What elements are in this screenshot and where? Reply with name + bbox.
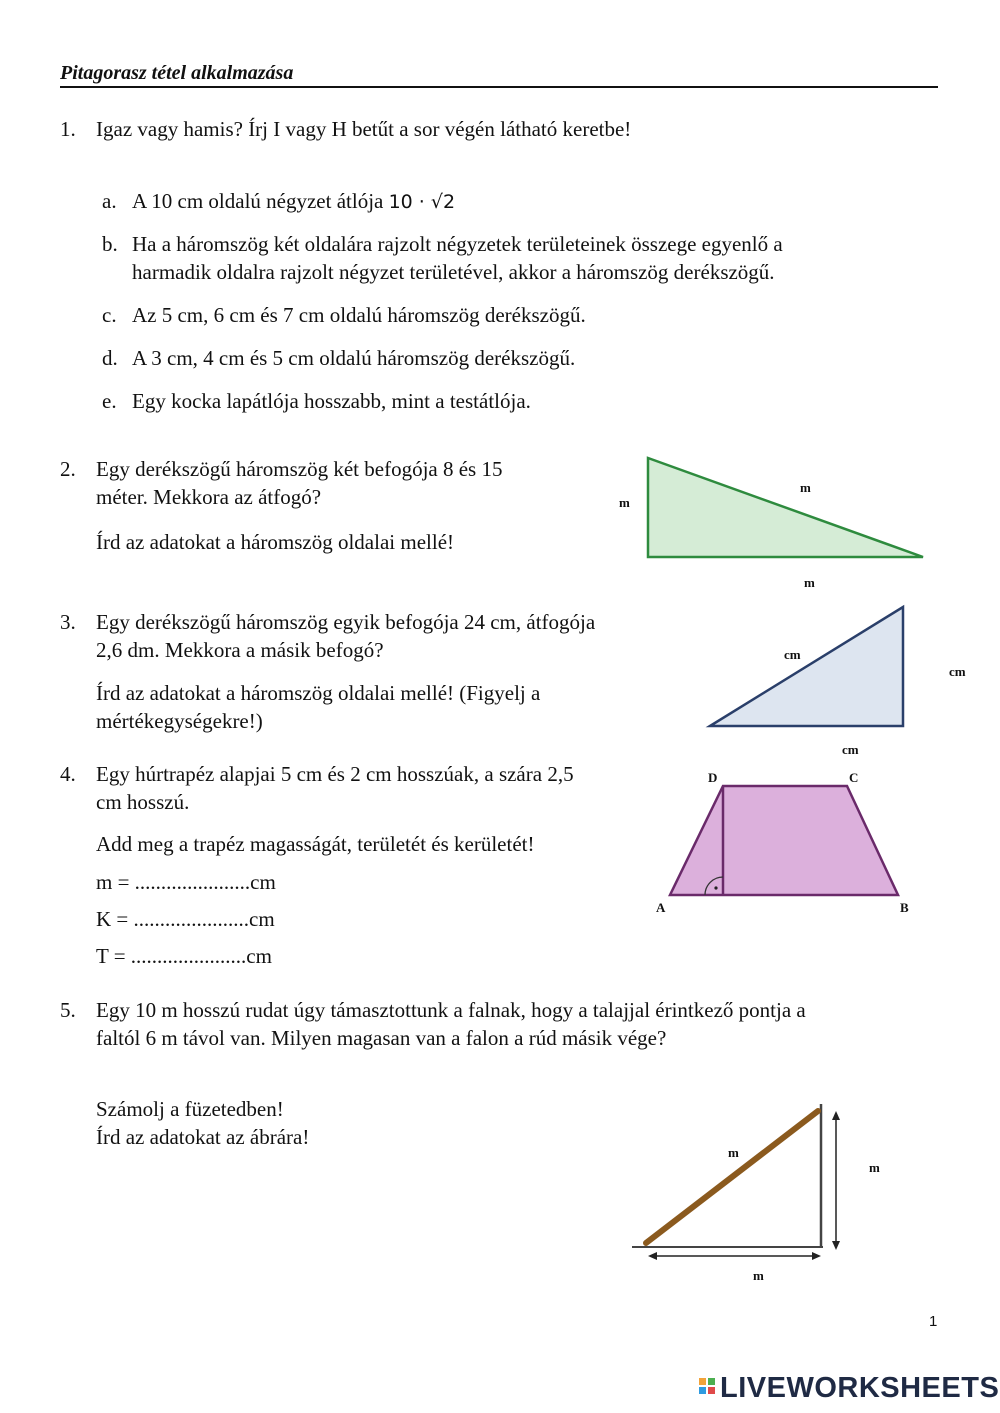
q5-label-height: m (869, 1160, 880, 1175)
worksheet-title: Pitagorasz tétel alkalmazása (60, 60, 938, 88)
q5-ground-arrow-left (648, 1252, 657, 1260)
q4-label-b: B (900, 900, 909, 915)
q3-line3: Írd az adatokat a háromszög oldalai mellé! (Figyelj a (96, 681, 541, 705)
q4-line1: Egy húrtrapéz alapjai 5 cm és 2 cm hosszúak, a szára 2,5 (96, 762, 574, 786)
q5-line1: Egy 10 m hosszú rudat úgy támasztottunk a falnak, hogy a talajjal érintkező pontja a (96, 998, 806, 1022)
q5-label-ground: m (753, 1268, 764, 1283)
q4-line2: cm hosszú. (96, 790, 190, 814)
q2-label-left: m (619, 495, 630, 510)
q3-line4: mértékegységekre!) (96, 709, 263, 733)
q4-label-a: A (656, 900, 666, 915)
q1-e-letter: e. (102, 389, 117, 413)
q5-number: 5. (60, 998, 76, 1022)
q2-label-hyp: m (800, 480, 811, 495)
q5-rod (646, 1111, 818, 1243)
q1-a-math: 10 · √2 (388, 191, 456, 213)
q5-ground-arrow-right (812, 1252, 821, 1260)
q1-d-text: A 3 cm, 4 cm és 5 cm oldalú háromszög derékszögű. (132, 346, 576, 370)
q3-line2: 2,6 dm. Mekkora a másik befogó? (96, 638, 384, 662)
q4-label-d: D (708, 770, 718, 785)
q1-number: 1. (60, 117, 76, 141)
q5-height-arrow-bottom (832, 1241, 840, 1250)
q4-label-c: C (849, 770, 859, 785)
q1-d-letter: d. (102, 346, 118, 370)
q4-answer-m[interactable]: m = ......................cm (96, 870, 276, 894)
q1-e-text: Egy kocka lapátlója hosszabb, mint a testátlója. (132, 389, 531, 413)
q2-line3: Írd az adatokat a háromszög oldalai mellé! (96, 530, 455, 554)
liveworksheets-brand[interactable]: LIVEWORKSHEETS (720, 1372, 1000, 1404)
q4-answer-t[interactable]: T = ......................cm (96, 944, 272, 968)
q3-label-bottom: cm (842, 742, 859, 757)
q3-label-hyp: cm (784, 647, 801, 662)
liveworksheets-logo-icon (699, 1378, 717, 1396)
page-number: 1 (929, 1313, 938, 1330)
q5-label-rod: m (728, 1145, 739, 1160)
q1-a-statement: A 10 cm oldalú négyzet átlója (132, 189, 389, 213)
q5-line2: faltól 6 m távol van. Milyen magasan van a falon a rúd másik vége? (96, 1026, 667, 1050)
q1-c-letter: c. (102, 303, 117, 327)
q4-line3: Add meg a trapéz magasságát, területét és kerületét! (96, 832, 535, 856)
q5-line4: Írd az adatokat az ábrára! (96, 1125, 310, 1149)
q1-b-line2: harmadik oldalra rajzolt négyzet területével, akkor a háromszög derékszögű. (132, 260, 775, 284)
q3-line1: Egy derékszögű háromszög egyik befogója 24 cm, átfogója (96, 610, 596, 634)
q5-height-arrow-top (832, 1111, 840, 1120)
q4-number: 4. (60, 762, 76, 786)
q3-number: 3. (60, 610, 76, 634)
q2-line1: Egy derékszögű háromszög két befogója 8 és 15 (96, 457, 503, 481)
q5-line3: Számolj a füzetedben! (96, 1097, 284, 1121)
q1-text: Igaz vagy hamis? Írj I vagy H betűt a sor végén látható keretbe! (96, 117, 632, 141)
q2-label-bottom: m (804, 575, 815, 590)
q2-line2: méter. Mekkora az átfogó? (96, 485, 322, 509)
q1-c-text: Az 5 cm, 6 cm és 7 cm oldalú háromszög derékszögű. (132, 303, 586, 327)
q3-label-right: cm (949, 664, 966, 679)
q1-a-letter: a. (102, 189, 117, 213)
q1-b-letter: b. (102, 232, 118, 256)
q4-answer-k[interactable]: K = ......................cm (96, 907, 275, 931)
q1-b-line1: Ha a háromszög két oldalára rajzolt négyzetek területeinek összege egyenlő a (132, 232, 783, 256)
q2-number: 2. (60, 457, 76, 481)
